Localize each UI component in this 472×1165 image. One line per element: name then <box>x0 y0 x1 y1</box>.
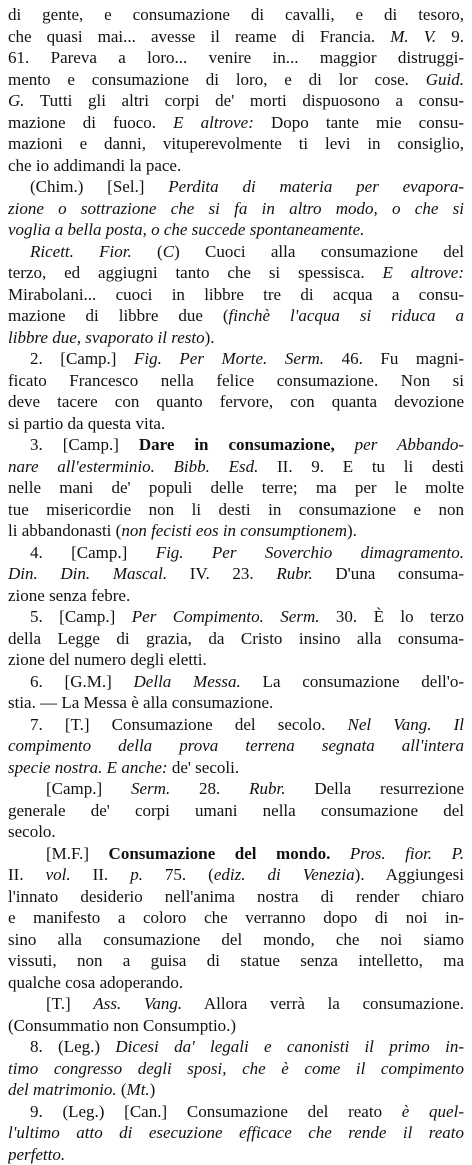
text-segment: 3. [Camp.] <box>30 435 139 454</box>
text-segment: l'innato desiderio nell'anima nostra di render chiaro <box>8 887 464 906</box>
text-line <box>8 692 464 714</box>
text-segment: ( <box>132 242 163 261</box>
text-segment: ). <box>347 521 357 540</box>
text-line <box>8 1122 464 1144</box>
text-segment: qualche cosa adoperando. <box>8 973 183 992</box>
text-segment: [M.F.] <box>46 844 109 863</box>
text-segment: che io addimandi la pace. <box>8 156 181 175</box>
text-line <box>8 1058 464 1080</box>
text-line <box>8 950 464 972</box>
text-segment: terzo, ed aggiugni tanto che si spessisca. <box>8 263 383 282</box>
text-segment: perfetto. <box>8 1145 65 1164</box>
text-segment: Rubr. <box>276 564 312 583</box>
text-segment: Dicesi da' legali e canonisti il primo in- <box>115 1037 464 1056</box>
text-segment: tue misericordie non li desti in consumazione e non <box>8 500 464 519</box>
text-segment: Din. Din. Mascal. <box>8 564 167 583</box>
text-segment: Mirabolani... cuoci in libbre tre di acqua a consu- <box>8 285 464 304</box>
text-segment: La consumazione dell'o- <box>241 672 464 691</box>
text-line <box>8 714 464 736</box>
text-segment: ficato Francesco nella felice consumazione. Non si <box>8 371 464 390</box>
text-line <box>8 47 464 69</box>
text-line <box>8 671 464 693</box>
text-line <box>8 348 464 370</box>
text-segment: Dopo tante mie consu- <box>254 113 464 132</box>
text-segment: specie nostra. E anche: <box>8 758 168 777</box>
text-line <box>8 886 464 908</box>
text-segment: mazione di libbre due ( <box>8 306 229 325</box>
text-segment: 28. <box>170 779 249 798</box>
text-segment: Dare in consumazione, <box>139 435 335 454</box>
text-line <box>8 1144 464 1165</box>
text-segment: voglia a bella posta, o che succede spontaneamente. <box>8 220 364 239</box>
text-line <box>8 155 464 177</box>
text-segment: Pros. fior. P. <box>350 844 464 863</box>
text-segment: Fig. Per Soverchio dimagramento. <box>156 543 464 562</box>
text-segment: IV. 23. <box>167 564 276 583</box>
text-segment: Tutti gli altri corpi de' morti dispuosono a consu- <box>25 91 464 110</box>
text-segment: Perdita di materia per evapora- <box>168 177 464 196</box>
text-segment: l'ultimo atto di esecuzione efficace che rende il reato <box>8 1123 464 1142</box>
text-segment: deve tacere con quanto fervore, con quanta devozione <box>8 392 464 411</box>
text-segment: 7. [T.] Consumazione del secolo. <box>30 715 348 734</box>
text-segment: mazione di fuoco. <box>8 113 173 132</box>
text-line <box>8 649 464 671</box>
text-line <box>8 262 464 284</box>
text-segment: II. <box>71 865 131 884</box>
text-line <box>8 864 464 886</box>
text-line <box>8 757 464 779</box>
text-line <box>8 843 464 865</box>
text-segment: Fig. Per Morte. Serm. <box>134 349 324 368</box>
text-segment: vol. <box>46 865 71 884</box>
text-line <box>8 735 464 757</box>
text-line <box>8 112 464 134</box>
text-segment: 2. [Camp.] <box>30 349 134 368</box>
text-line <box>8 413 464 435</box>
text-segment <box>330 844 350 863</box>
text-line <box>8 391 464 413</box>
text-segment: e manifesto a coloro che verranno dopo di noi in- <box>8 908 464 927</box>
text-segment: ( <box>117 1080 127 1099</box>
text-segment: [T.] <box>46 994 93 1013</box>
text-segment: M. V. <box>390 27 436 46</box>
text-segment: 5. [Camp.] <box>30 607 132 626</box>
text-line <box>8 1079 464 1101</box>
text-segment: p. <box>130 865 143 884</box>
text-segment: secolo. <box>8 822 56 841</box>
text-line <box>8 993 464 1015</box>
text-segment: Rubr. <box>249 779 285 798</box>
text-segment: G. <box>8 91 25 110</box>
text-line <box>8 1101 464 1123</box>
text-segment: E altrove: <box>383 263 464 282</box>
text-line <box>8 821 464 843</box>
text-segment: per Abbando- <box>355 435 464 454</box>
text-segment: 30. È lo terzo <box>319 607 464 626</box>
text-segment: Serm. <box>131 779 170 798</box>
text-line <box>8 542 464 564</box>
text-segment: Per Compimento. Serm. <box>132 607 320 626</box>
text-segment: 46. Fu magni- <box>324 349 464 368</box>
text-segment: vissuti, non a guisa di statue senza intelletto, ma <box>8 951 464 970</box>
text-segment: Mt. <box>127 1080 150 1099</box>
text-segment: nare all'esterminio. Bibb. Esd. <box>8 457 258 476</box>
text-segment: Consumazione del mondo. <box>109 844 331 863</box>
text-line <box>8 305 464 327</box>
text-line <box>8 241 464 263</box>
text-segment: generale de' corpi umani nella consumazione del <box>8 801 464 820</box>
text-segment: del matrimonio. <box>8 1080 117 1099</box>
text-segment <box>335 435 355 454</box>
text-segment: finchè l'acqua si riduca a <box>229 306 465 325</box>
text-line <box>8 4 464 26</box>
text-segment: (Chim.) [Sel.] <box>30 177 168 196</box>
text-line <box>8 198 464 220</box>
text-segment: di gente, e consumazione di cavalli, e di tesoro, <box>8 5 464 24</box>
text-line <box>8 90 464 112</box>
text-line <box>8 370 464 392</box>
text-segment: D'una consuma- <box>313 564 464 583</box>
text-line <box>8 972 464 994</box>
text-line <box>8 176 464 198</box>
text-segment: zione o sottrazione che si fa in altro modo, o che si <box>8 199 464 218</box>
text-line <box>8 929 464 951</box>
text-segment: si partio da questa vita. <box>8 414 165 433</box>
text-segment: timo congresso degli sposi, che è come il compimento <box>8 1059 464 1078</box>
text-line <box>8 26 464 48</box>
text-line <box>8 327 464 349</box>
text-segment: II. <box>8 865 46 884</box>
text-segment: [Camp.] <box>46 779 131 798</box>
text-segment: che quasi mai... avesse il reame di Francia. <box>8 27 390 46</box>
text-segment: della Legge di grazia, da Cristo insino alla consuma- <box>8 629 464 648</box>
text-segment: 61. Pareva a loro... venire in... maggior distruggi- <box>8 48 464 67</box>
text-line <box>8 477 464 499</box>
text-segment: compimento della prova terrena segnata all'intera <box>8 736 464 755</box>
text-line <box>8 907 464 929</box>
text-segment: ediz. di Venezia <box>214 865 355 884</box>
text-segment: Della resurrezione <box>286 779 464 798</box>
text-segment: zione del numero degli eletti. <box>8 650 207 669</box>
text-segment: ). <box>205 328 215 347</box>
text-line <box>8 219 464 241</box>
text-segment: ) <box>150 1080 156 1099</box>
text-segment: sino alla consumazione del mondo, che noi siamo <box>8 930 464 949</box>
text-segment: 9. <box>436 27 464 46</box>
text-segment: E altrove: <box>173 113 254 132</box>
text-segment: Guid. <box>426 70 464 89</box>
text-segment: mento e consumazione di loro, e di lor cose. <box>8 70 426 89</box>
text-segment: zione senza febre. <box>8 586 130 605</box>
text-segment: ). Aggiungesi <box>355 865 464 884</box>
text-segment: li abbandonasti ( <box>8 521 121 540</box>
text-segment: 6. [G.M.] <box>30 672 134 691</box>
text-line <box>8 434 464 456</box>
text-segment: non fecisti eos in consumptionem <box>121 521 347 540</box>
text-segment: (Consummatio non Consumptio.) <box>8 1016 236 1035</box>
text-segment: libbre due, svaporato il resto <box>8 328 205 347</box>
text-segment: stia. — La Messa è alla consumazione. <box>8 693 273 712</box>
text-segment: è quel- <box>402 1102 464 1121</box>
text-line <box>8 133 464 155</box>
text-line <box>8 628 464 650</box>
text-segment: 9. (Leg.) [Can.] Consumazione del reato <box>30 1102 402 1121</box>
text-line <box>8 520 464 542</box>
text-segment: 75. ( <box>143 865 214 884</box>
text-line <box>8 606 464 628</box>
text-segment: Ricett. Fior. <box>30 242 132 261</box>
text-segment: Della Messa. <box>134 672 241 691</box>
text-line <box>8 800 464 822</box>
text-segment: Ass. Vang. <box>93 994 182 1013</box>
text-line <box>8 585 464 607</box>
text-line <box>8 284 464 306</box>
text-segment: 8. (Leg.) <box>30 1037 115 1056</box>
text-segment: Nel Vang. Il <box>348 715 464 734</box>
text-segment: 4. [Camp.] <box>30 543 156 562</box>
text-line <box>8 69 464 91</box>
text-segment: ) Cuoci alla consumazione del <box>174 242 464 261</box>
text-line <box>8 456 464 478</box>
text-line <box>8 1015 464 1037</box>
text-line <box>8 1036 464 1058</box>
text-segment: Allora verrà la consumazione. <box>182 994 464 1013</box>
text-segment: mazioni e danni, vituperevolmente ti levi in consiglio, <box>8 134 464 153</box>
text-line <box>8 499 464 521</box>
text-segment: II. 9. E tu li desti <box>258 457 464 476</box>
text-segment: de' secoli. <box>168 758 240 777</box>
text-line <box>8 778 464 800</box>
text-line <box>8 563 464 585</box>
text-segment: nelle mani de' populi delle terre; ma per le molte <box>8 478 464 497</box>
text-segment: C <box>163 242 174 261</box>
